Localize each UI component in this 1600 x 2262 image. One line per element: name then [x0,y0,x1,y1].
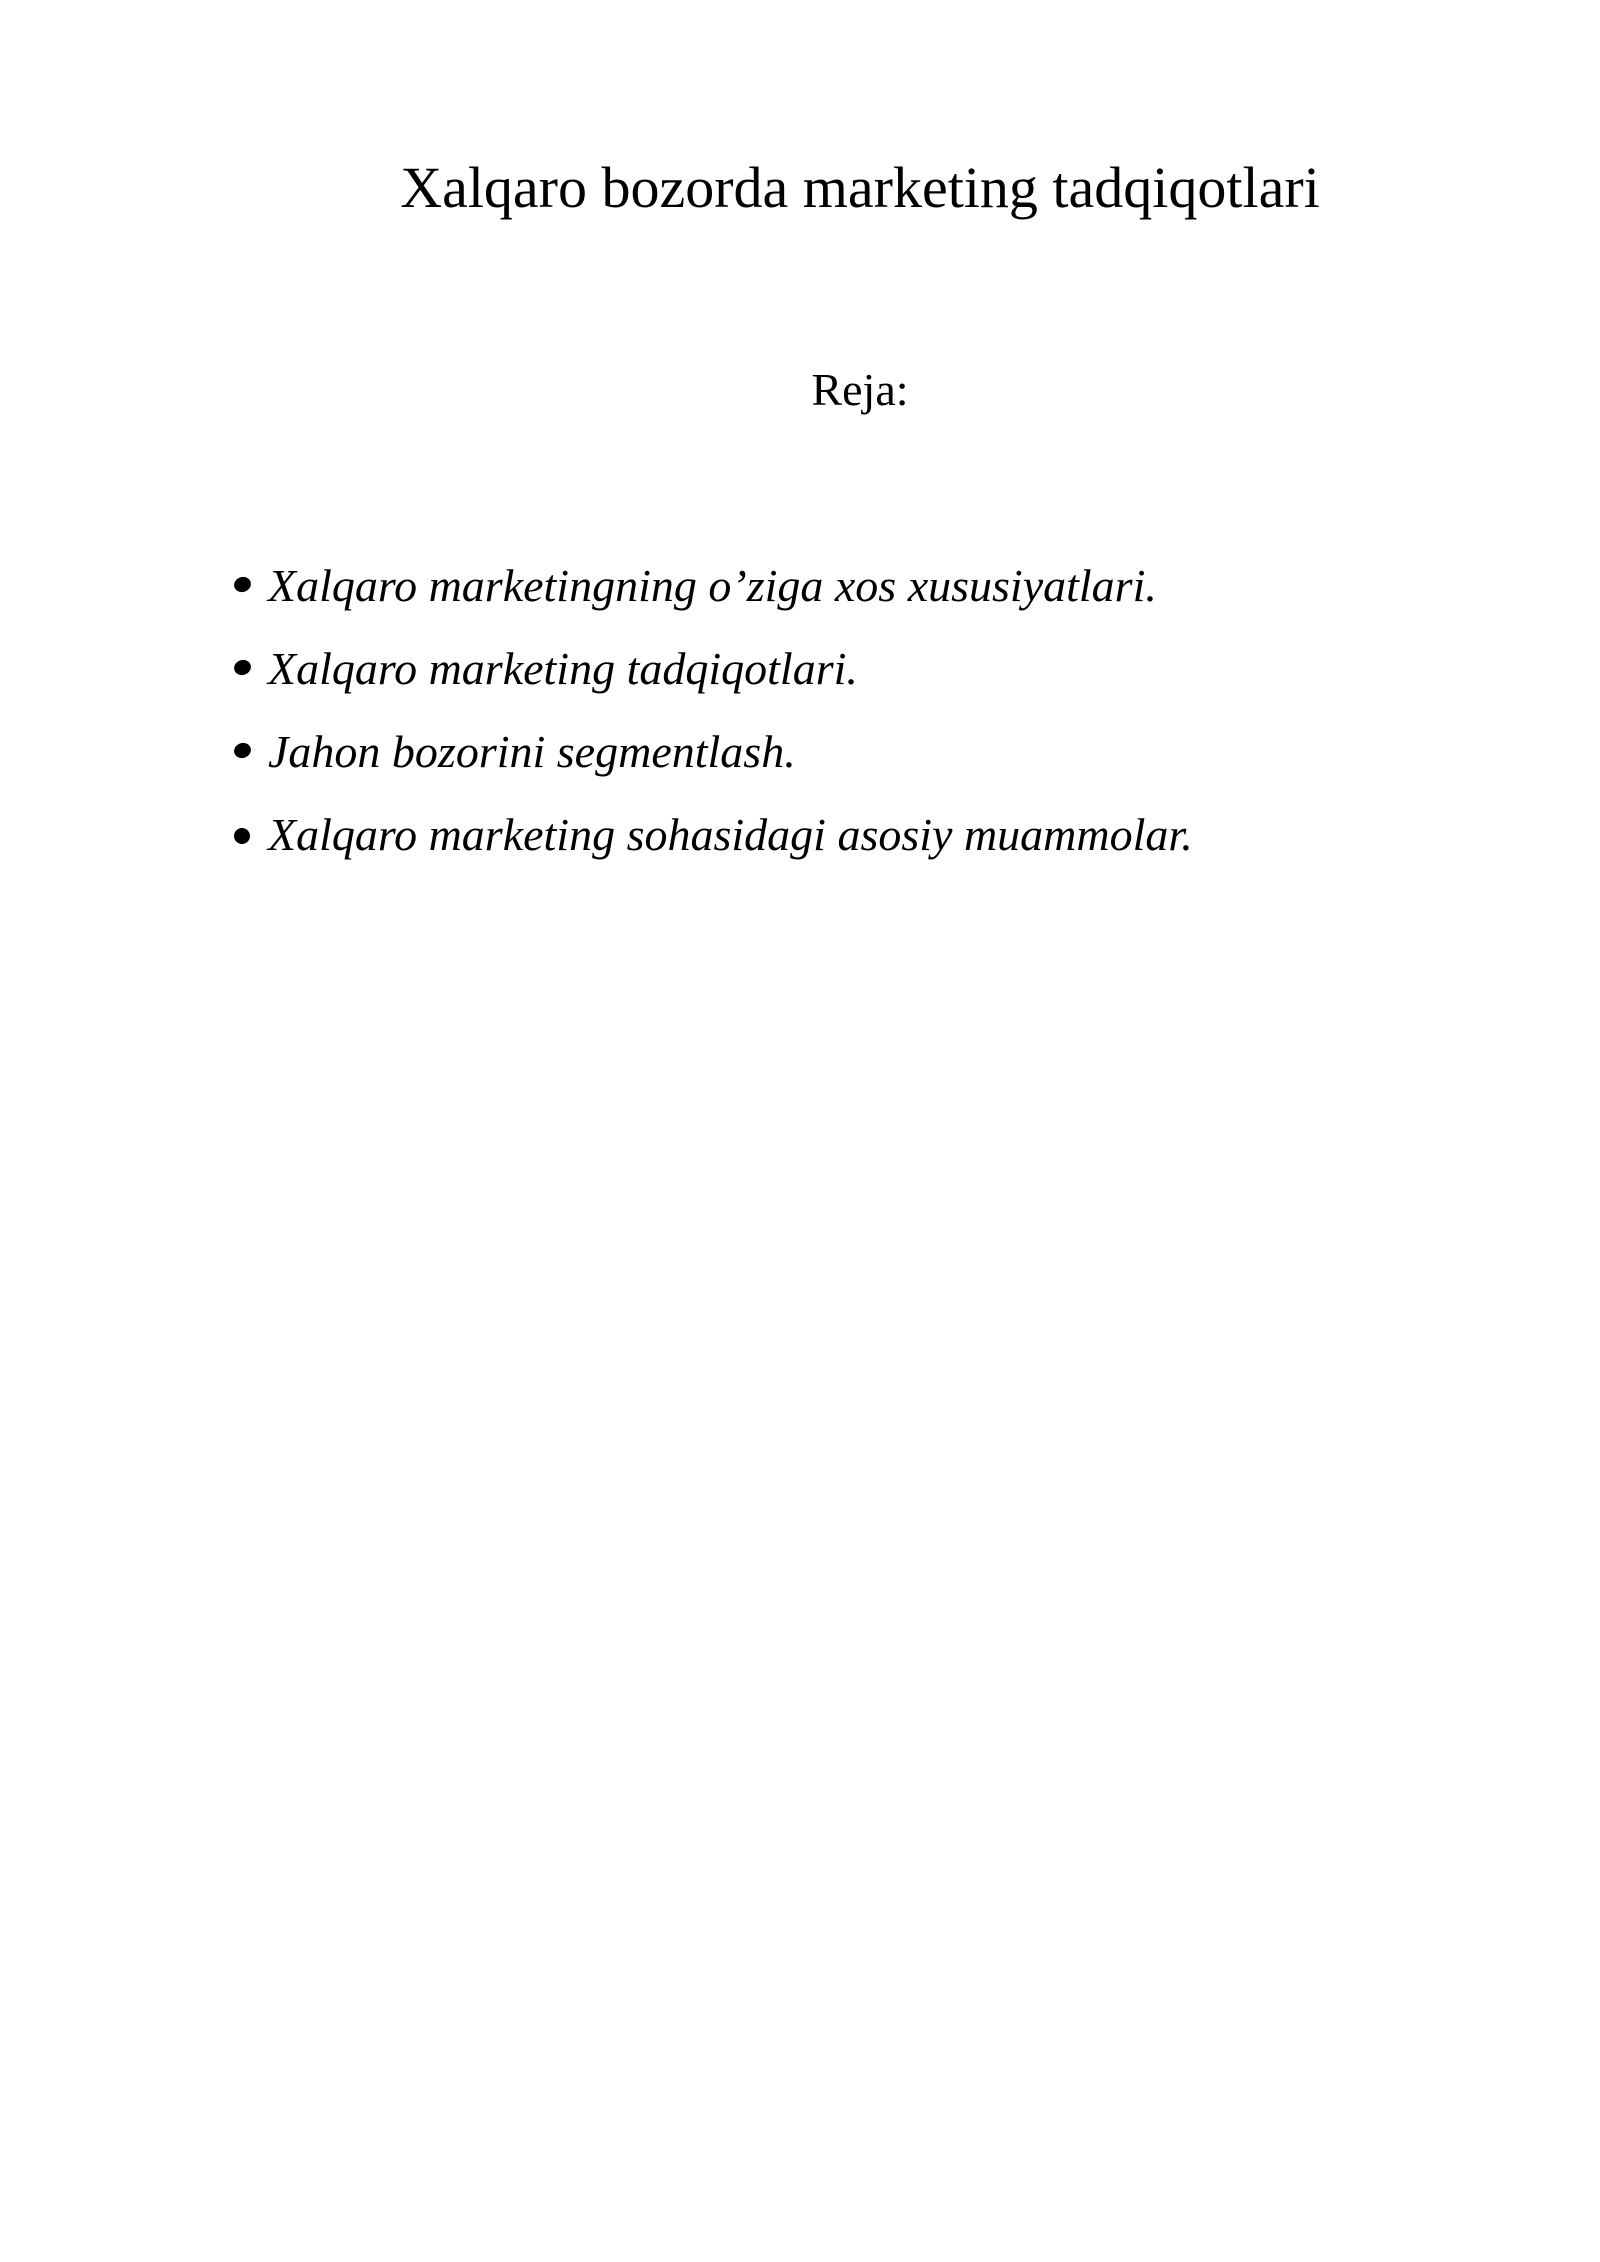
bullet-dot-icon [234,828,250,844]
plan-heading: Reja: [811,364,909,415]
plan-item-text: Xalqaro marketing sohasidagi asosiy muammolar. [268,809,1193,860]
bullet-dot-icon [232,575,253,595]
document-title: Xalqaro bozorda marketing tadqiqotlari [400,155,1320,220]
plan-item-text: Xalqaro marketing tadqiqotlari. [268,643,858,694]
plan-item-text: Xalqaro marketingning o’ziga xos xususiyatlari. [268,560,1157,611]
plan-item-text: Jahon bozorini segmentlash. [268,726,796,777]
bullet-dot-icon [232,658,253,678]
bullet-dot-icon [232,741,253,761]
